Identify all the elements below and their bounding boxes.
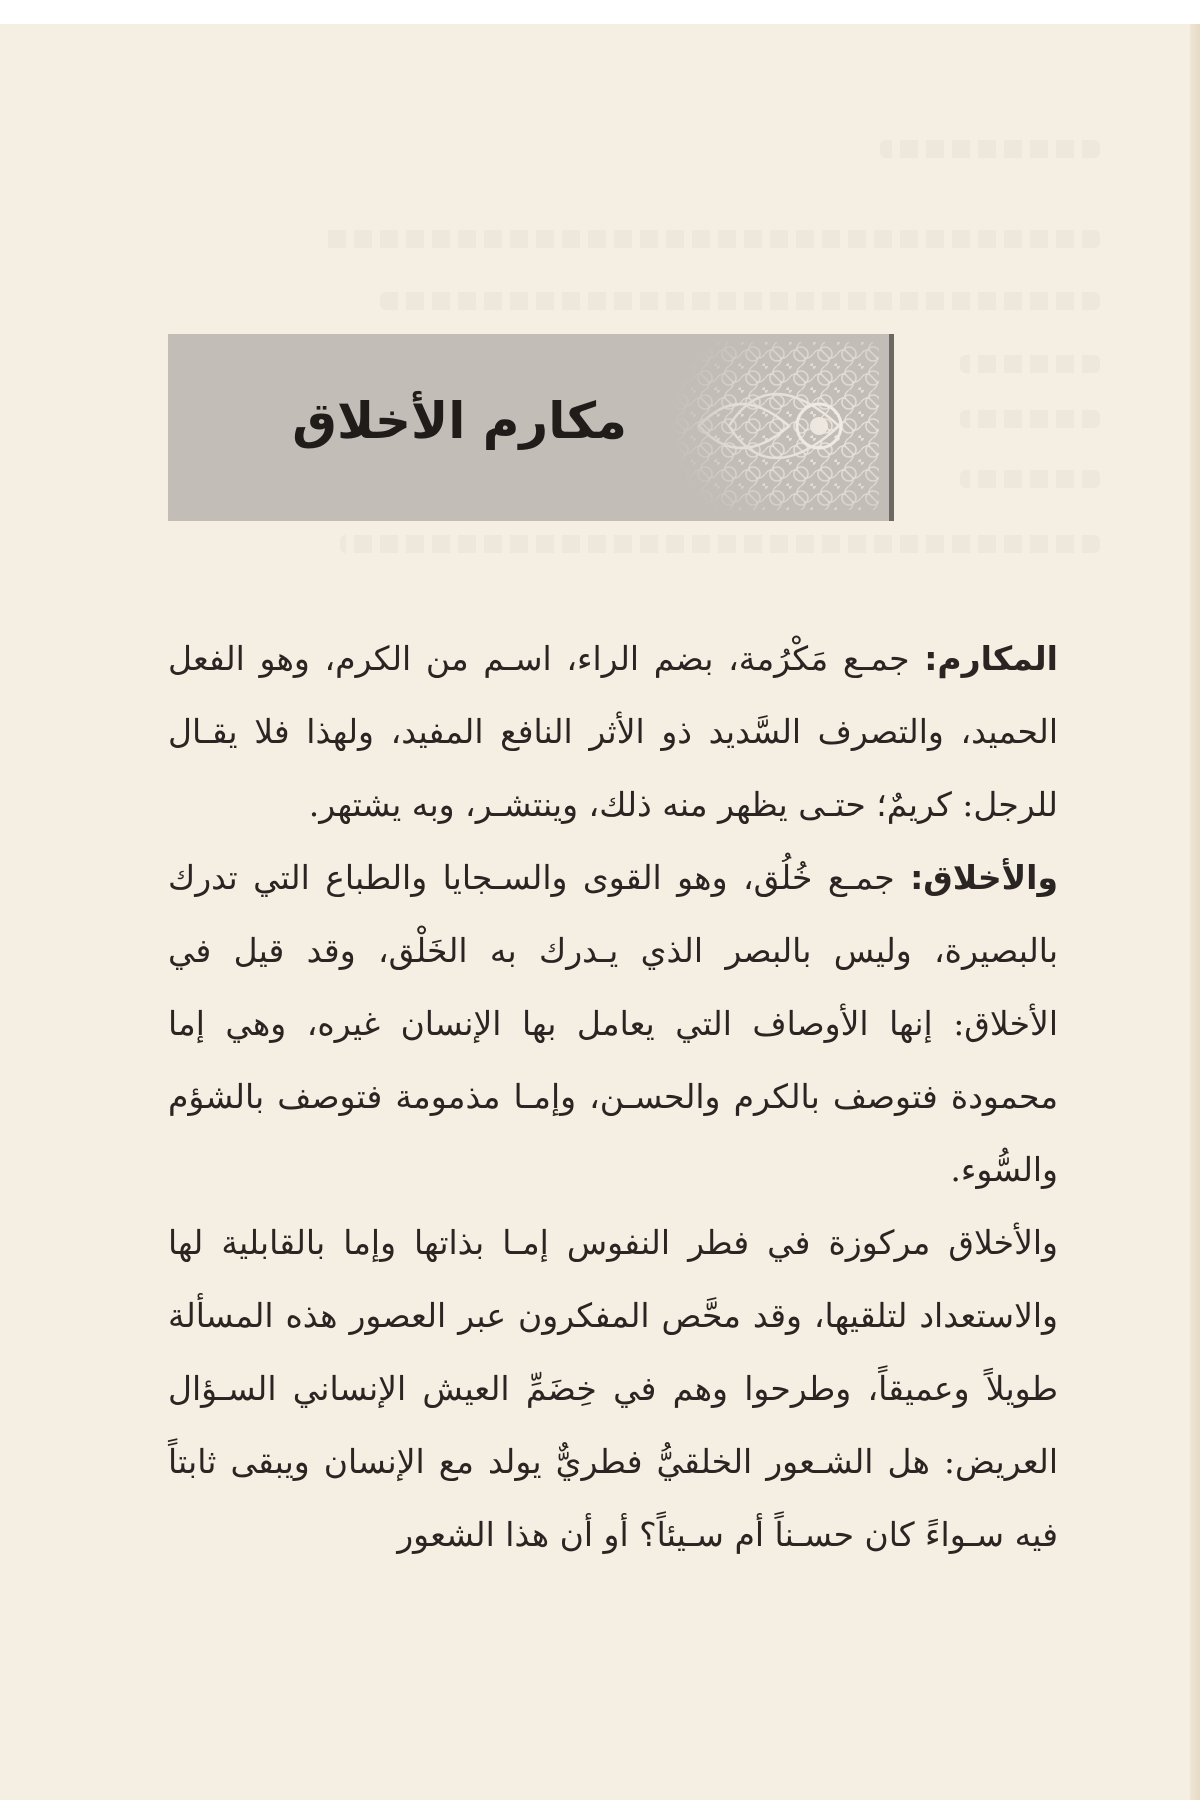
paragraph-makarim	[168, 622, 1058, 841]
show-through-line	[320, 230, 1100, 248]
show-through-line	[960, 355, 1100, 373]
paragraph-text: جمـع خُلُق، وهو القوى والسـجايا والطباع التي تدرك بالبصيرة، وليس بالبصر الذي يـدرك به الخَلْق، وقد قيل في الأخلاق: إنها الأوصاف التي يعامل بها الإنسان غيره، وهي إما محمودة فتوصف بالكرم والحسـن، وإمـا مذمومة فتوصف بالشؤم والسُّوء.	[168, 858, 1058, 1189]
scan-top-margin	[0, 0, 1200, 24]
page-edge	[1190, 24, 1200, 1800]
show-through-line	[340, 535, 1100, 553]
arabesque-ornament-icon	[669, 342, 879, 510]
chapter-title: مكارم الأخلاق	[292, 392, 627, 450]
paragraph-akhlaq	[168, 841, 1058, 1206]
chapter-title-box	[168, 334, 894, 521]
show-through-line	[380, 292, 1100, 310]
show-through-line	[960, 410, 1100, 428]
term-makarim: المكارم:	[924, 639, 1058, 678]
show-through-line	[960, 470, 1100, 488]
body-text	[168, 622, 1058, 1571]
term-akhlaq: والأخلاق:	[910, 858, 1058, 897]
paragraph-text: والأخلاق مركوزة في فطر النفوس إمـا بذاتها وإما بالقابلية لها والاستعداد لتلقيها، وقد محَّص المفكرون عبر العصور هذه المسألة طويلاً وعميقاً، وطرحوا وهم في خِضَمِّ العيش الإنساني السـؤال العريض: هل الشـعور الخلقيُّ فطريٌّ يولد مع الإنسان ويبقى ثابتاً فيه سـواءً كان حسـناً أم سـيئاً؟ أو أن هذا الشعور	[168, 1223, 1058, 1554]
show-through-line	[880, 140, 1100, 158]
paragraph-text: جمـع مَكْرُمة، بضم الراء، اسـم من الكرم، وهو الفعل الحميد، والتصرف السَّديد ذو الأثر النافع المفيد، ولهذا فلا يقـال للرجل: كريمٌ؛ حتـى يظهر منه ذلك، وينتشـر، وبه يشتهر.	[168, 639, 1058, 824]
paragraph-fitra	[168, 1206, 1058, 1571]
